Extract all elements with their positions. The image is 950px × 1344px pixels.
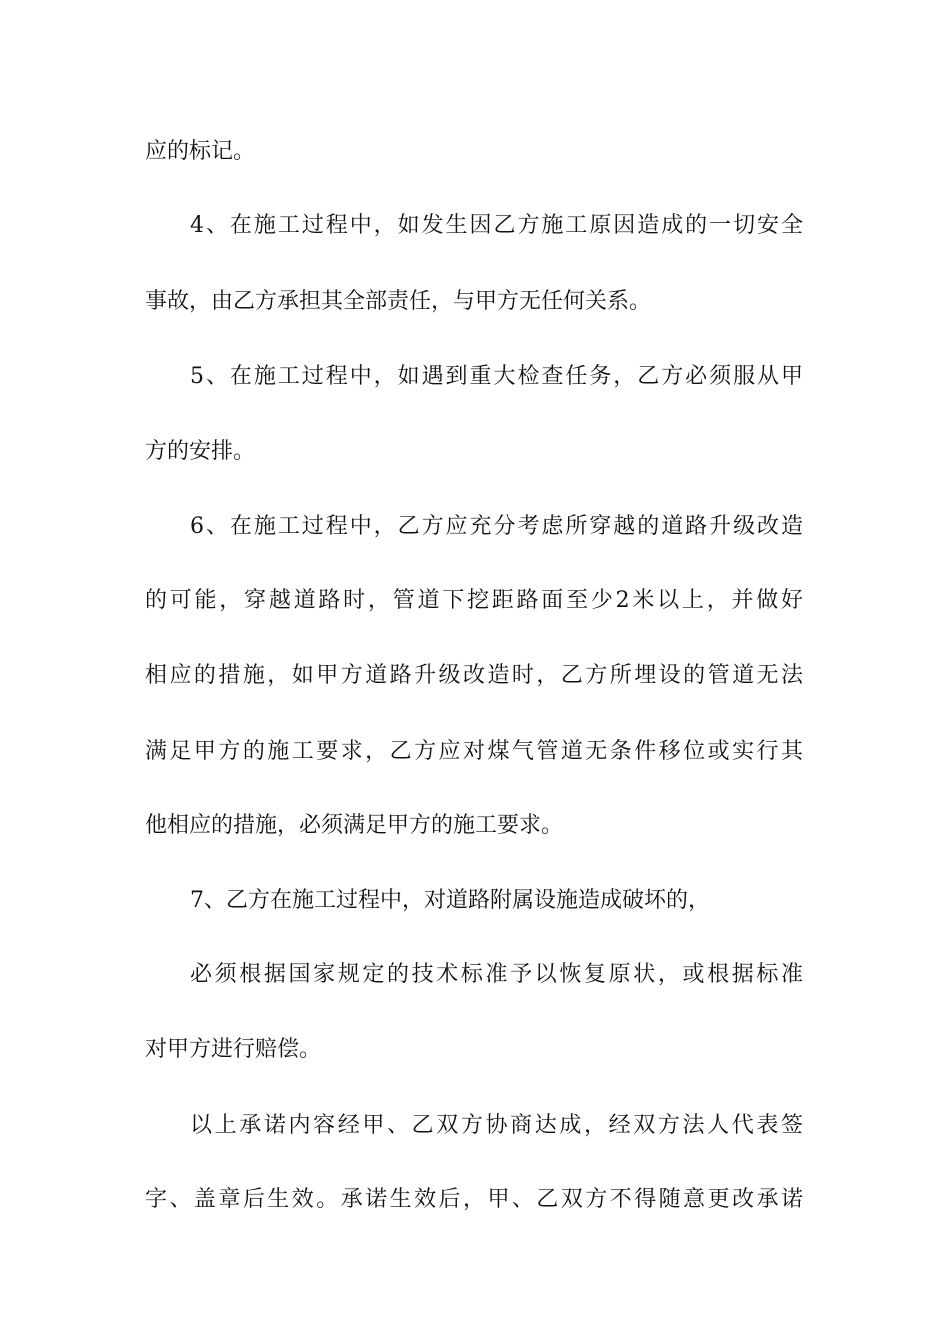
text-line: 字、盖章后生效。承诺生效后，甲、乙双方不得随意更改承诺 (145, 1187, 803, 1212)
text-line: 对甲方进行赔偿。 (145, 1037, 322, 1062)
text-line: 5、在施工过程中，如遇到重大检查任务，乙方必须服从甲 (190, 364, 803, 389)
text-line: 应的标记。 (145, 139, 256, 164)
text-line: 7、乙方在施工过程中，对道路附属设施造成破坏的， (190, 888, 710, 913)
text-line: 他相应的措施，必须满足甲方的施工要求。 (145, 813, 564, 838)
text-line: 必须根据国家规定的技术标准予以恢复原状，或根据标准 (190, 962, 803, 987)
text-line: 6、在施工过程中，乙方应充分考虑所穿越的道路升级改造 (190, 514, 803, 539)
text-line: 满足甲方的施工要求，乙方应对煤气管道无条件移位或实行其 (145, 739, 803, 764)
text-line: 事故，由乙方承担其全部责任，与甲方无任何关系。 (145, 289, 652, 314)
text-line: 4、在施工过程中，如发生因乙方施工原因造成的一切安全 (190, 213, 803, 238)
text-line: 以上承诺内容经甲、乙双方协商达成，经双方法人代表签 (190, 1113, 803, 1138)
text-line: 方的安排。 (145, 439, 256, 464)
text-line: 相应的措施，如甲方道路升级改造时，乙方所埋设的管道无法 (145, 663, 803, 688)
text-line: 的可能，穿越道路时，管道下挖距路面至少2米以上，并做好 (145, 588, 803, 613)
